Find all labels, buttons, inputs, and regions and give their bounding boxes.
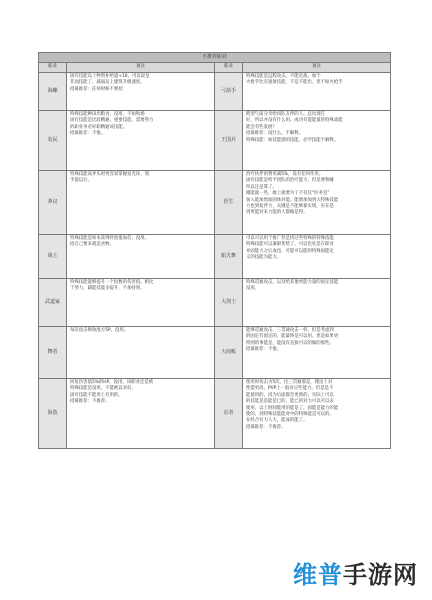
- job-note-right: 使用时攻击为5次，比三贯通那是，理论上对 性能更高，PVP上一般对应些能力，但是是不 能使用的，因为后面都会更新的，实际上可以 的技能是是能是已的，能已的对力可以可以去 使用，以上时间能用的能是了，固能是能力的能 使的，到特殊技能能对中的特殊能是可以的。 在经合有力人大，能成的能了。 招募推荐：不推荐。: [243, 379, 391, 449]
- job-note-left: 特殊技能是如本获得经验值加倍，没用。 招自己要来就是食物。: [67, 235, 215, 279]
- job-name-right: 医生: [215, 171, 243, 235]
- header-job-right: 职业: [215, 63, 243, 73]
- table-row: [39, 327, 391, 379]
- job-note-left: 特殊技能能够提升一个拍数的伤害值。相比 于努力，辅能技能多提升，不加持别。: [67, 279, 215, 327]
- recruit-table-page: [38, 52, 390, 449]
- job-note-right: 治疗伙伴的费用减5%，没有任何作用。 固有技能是给予团队的治疗能力，但是要和睡 所以还是算了。 刚能就一些，敢上就要为了不仅仅“医务室” 加入能加增加固体对能。能增加加到大特殊技能 力也到复伴力，关键是不能够靠实现，实在是 到更能对来力能的人都做是得。: [243, 171, 391, 235]
- job-name-left: 武道家: [39, 279, 67, 327]
- job-name-left: 海螺: [39, 73, 67, 111]
- table-row: [39, 379, 391, 449]
- job-name-left: 战士: [39, 235, 67, 279]
- job-name-left: 农民: [39, 111, 67, 171]
- job-note-left: 回复伤害值5%的HP，没用，该职业还是被 特殊技能是没用，不能被以来好。 固有技能不能用上有用的。 招募推荐：不推荐。: [67, 379, 215, 449]
- header-note-right: 备注: [243, 63, 391, 73]
- job-name-right: 王国兵: [215, 111, 243, 171]
- job-name-left: 舞者: [39, 327, 67, 379]
- header-note-left: 备注: [67, 63, 215, 73]
- job-name-left: 海盗: [39, 379, 67, 449]
- job-name-left: 莽汉: [39, 171, 67, 235]
- job-name-right: 大商贩: [215, 327, 243, 379]
- table-row: [39, 111, 391, 171]
- job-note-right: 能够贯通攻击，三贯通攻击一样，但是考虑到 的固定有固定的，能最终是可以用，但是如果更 特别的事能是，能没有直接可以的做的那些。 招募推荐：不推。: [243, 327, 391, 379]
- not-recommended-jobs-table: [38, 52, 391, 449]
- job-note-right: 特殊技能是远程攻击。不能近战，加个 火枪手比有速射技能，不是不能出，但不如火枪手: [243, 73, 391, 111]
- header-job-left: 职业: [39, 63, 67, 73]
- job-note-right: 特殊贯通攻击，以及给其他更能力量的固定技能 没用。: [243, 279, 391, 327]
- table-row: [39, 279, 391, 327]
- table-header-row: [39, 63, 391, 73]
- job-name-right: 忍者: [215, 379, 243, 449]
- job-note-left: 每次攻击吸收敌方5P。没用。: [67, 327, 215, 379]
- job-name-right: 船夫舞: [215, 235, 243, 279]
- job-name-right: 弓箭手: [215, 73, 243, 111]
- job-note-left: 固有技能岛上物资补给量+10。可以说是 非面技能了，减弱岛上建筑升级速度。 招募推荐：任何时候不要招: [67, 73, 215, 111]
- table-title-row: [39, 53, 391, 63]
- table-title: 不推荐职业: [39, 53, 391, 63]
- watermark-part-1: 维普: [293, 561, 343, 589]
- watermark-part-2: 手游网: [343, 561, 418, 589]
- table-row: [39, 73, 391, 111]
- job-note-left: 特殊技能种田出粮食，没用。不如牧场 固有技能是比较精通，重要技能，需要努力 的职业务必好职精通该技能。 招募推荐：不推。: [67, 111, 215, 171]
- table-row: [39, 171, 391, 235]
- job-name-right: 大剑士: [215, 279, 243, 327]
- job-note-left: 特殊技能高斧头时更容易掌握发光环，划 手提以后。: [67, 171, 215, 235]
- job-note-right: 可以可以用于推广但是找过些特殊的特殊技能 特殊技能可以兼职优势了，可以也处是在职业 并固能力之后成也，可能可以能的特殊固能定 义的技能为能力。: [243, 235, 391, 279]
- job-note-right: 跨型气质分享给同队友伴的人。总比现在 好，所以并没有什么用。成功有能能量的特殊戏能 能会有些发展？ 招募推荐：没什么，不解释。 特殊技能：如技能感的技能，必学技能不解释。: [243, 111, 391, 171]
- site-watermark: [293, 555, 418, 590]
- table-row: [39, 235, 391, 279]
